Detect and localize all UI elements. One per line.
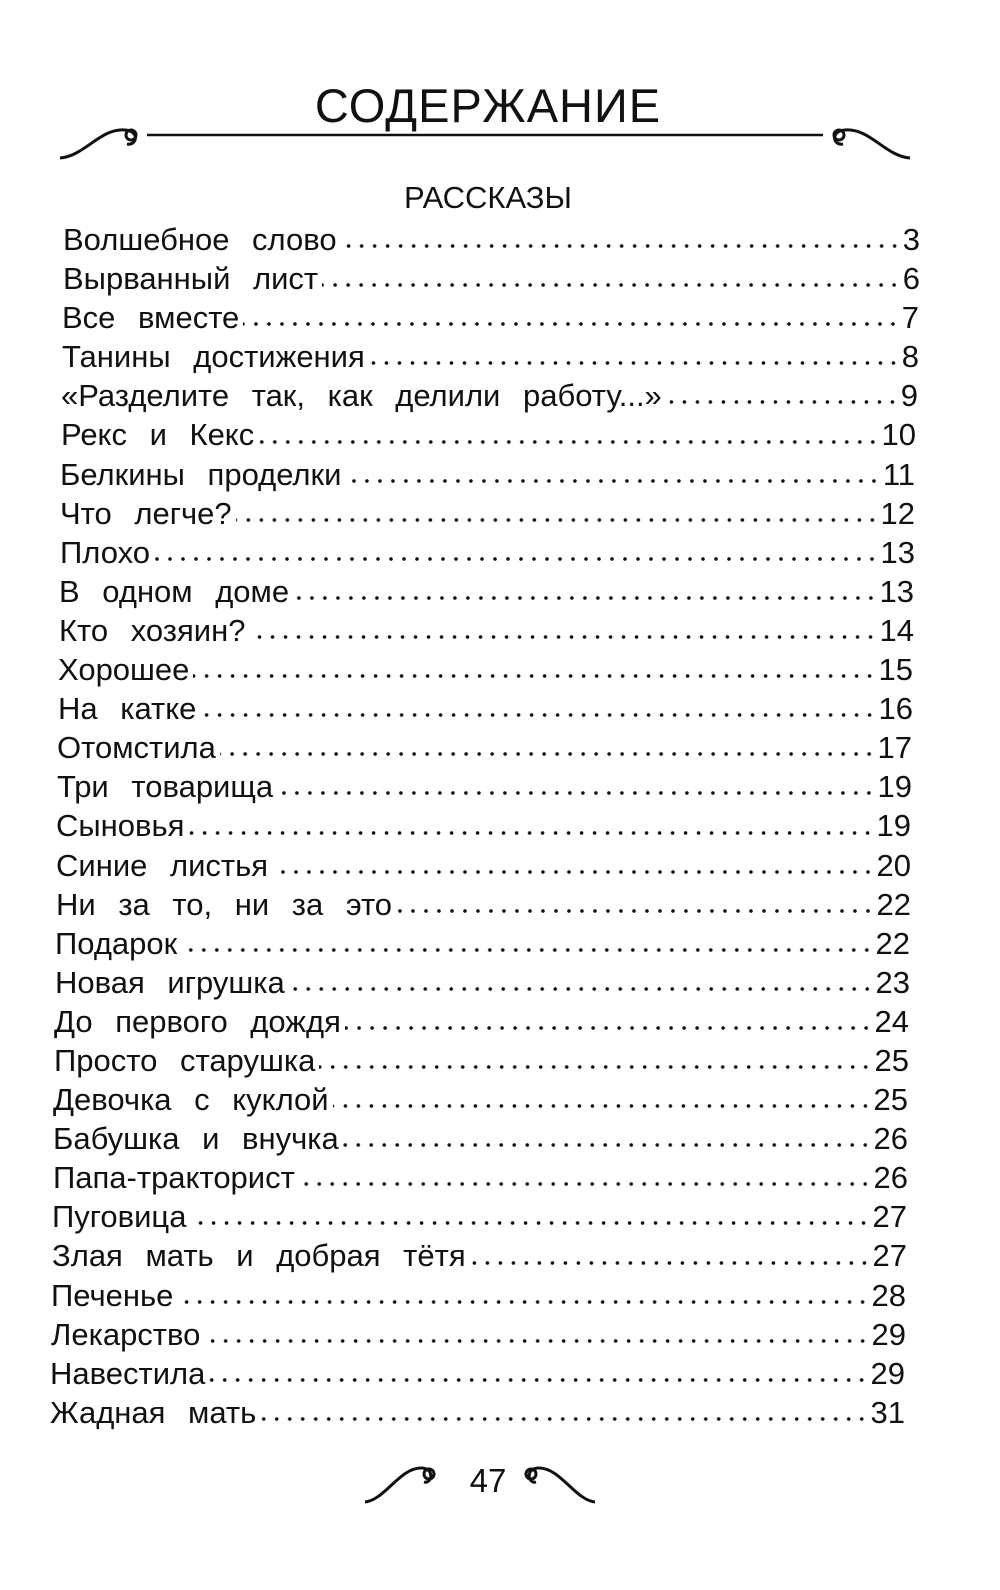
entry-title: Танины достижения [62,339,365,375]
entry-title: Рекс и Кекс [61,417,255,453]
dot-leader [343,1142,872,1148]
entry-title: На катке [58,691,197,727]
entry-title: Лекарство [51,1316,201,1352]
toc-entry [57,767,912,806]
entry-title: Белкины проделки [60,456,342,492]
dot-leader [272,869,874,875]
entry-title: Жадная мать [50,1394,257,1430]
dot-leader [243,321,899,327]
entry-title: До первого дождя [54,1003,341,1039]
entry-title: Волшебное слово [63,222,337,257]
toc-entry [56,885,911,924]
toc-entry [53,1119,908,1158]
entry-page: 13 [879,573,914,609]
entry-title: Печенье [51,1277,174,1313]
entry-title: Плохо [60,534,151,570]
dot-leader [470,1260,871,1266]
entry-page: 12 [880,495,915,531]
dot-leader [299,1181,872,1187]
toc-entry [58,650,913,689]
entry-title: Просто старушка [54,1042,316,1078]
toc-entry [54,1002,909,1041]
toc-entry [51,1315,906,1354]
entry-title: Три товарища [57,769,274,805]
entry-page: 25 [874,1042,909,1078]
dot-leader [258,439,879,445]
dot-leader [666,399,899,405]
entry-title: Все вместе [62,300,240,336]
toc-entry [55,963,910,1002]
dot-leader [396,908,874,914]
table-of-contents [50,220,920,1432]
entry-page: 31 [870,1394,905,1430]
toc-entry [56,846,911,885]
entry-page: 11 [882,456,915,492]
toc-entry [60,455,915,494]
entry-title: Подарок [55,925,178,961]
entry-page: 24 [874,1003,909,1039]
entry-title: Что легче? [60,495,232,531]
entry-title: Кто хозяин? [59,612,246,648]
toc-entry [63,259,920,298]
toc-entry [62,298,919,337]
section-heading: РАССКАЗЫ [404,180,572,215]
toc-entry [59,611,914,650]
entry-title: Отомстила [57,730,216,766]
entry-title: Злая мать и добрая тётя [52,1238,466,1274]
entry-page: 26 [873,1121,908,1157]
toc-entry [55,924,910,963]
dot-leader [204,1338,869,1344]
toc-entry [53,1158,908,1197]
entry-page: 14 [879,612,914,648]
toc-entry [61,376,918,415]
entry-title: Девочка с куклой [53,1082,329,1118]
entry-title: Папа-тракторист [53,1160,295,1196]
dot-leader [209,1377,868,1383]
toc-entry [59,572,914,611]
toc-entry [58,689,913,728]
toc-entry [53,1080,908,1119]
entry-page: 27 [872,1199,907,1235]
dot-leader [345,478,880,484]
toc-entry [57,728,912,767]
entry-title: Пуговица [52,1199,187,1235]
entry-page: 22 [875,925,910,961]
entry-title: Сыновья [56,808,185,844]
entry-page: 13 [880,534,915,570]
entry-title: «Разделите так, как делили работу...» [61,378,662,414]
toc-entry [54,1041,909,1080]
dot-leader [319,1064,872,1070]
entry-page: 23 [875,964,910,1000]
dot-leader [322,282,901,288]
toc-entry [50,1393,905,1432]
page-title: СОДЕРЖАНИЕ [314,79,662,132]
entry-page: 29 [871,1316,906,1352]
entry-page: 17 [877,730,912,766]
entry-title: Синие листья [56,847,269,883]
dot-leader [181,947,873,953]
toc-entry [52,1197,907,1236]
entry-page: 15 [878,652,913,688]
dot-leader [154,556,879,562]
toc-entry [60,494,915,533]
entry-title: Ни за то, ни за это [56,886,393,922]
entry-page: 19 [877,769,912,805]
entry-page: 20 [876,847,911,883]
entry-page: 27 [872,1238,907,1274]
toc-entry [52,1236,907,1275]
page-number: 47 [469,1462,507,1499]
entry-page: 16 [878,691,913,727]
dot-leader [220,751,876,757]
entry-page: 26 [873,1160,908,1196]
dot-leader [190,1220,870,1226]
entry-page: 25 [873,1082,908,1118]
entry-page: 8 [901,339,919,375]
entry-title: Хорошее [58,652,190,688]
toc-entry [51,1276,906,1315]
dot-leader [293,595,877,601]
dot-leader [345,1025,873,1031]
entry-title: Вырванный лист [63,261,319,297]
entry-page: 6 [902,261,920,297]
toc-entry [56,806,911,845]
dot-leader [236,517,879,523]
dot-leader [177,1299,869,1305]
toc-entry [62,337,919,376]
entry-page: 29 [870,1355,905,1391]
dot-leader [249,634,877,640]
entry-title: Навестила [50,1355,206,1391]
dot-leader [193,673,876,679]
dot-leader [200,712,876,718]
dot-leader [369,360,900,366]
dot-leader [289,986,874,992]
entry-page: 9 [900,378,918,414]
entry-page: 7 [901,300,919,336]
toc-entry [61,415,916,454]
entry-title: В одном доме [59,573,290,609]
ornamental-rule-icon [55,118,915,168]
toc-entry [63,220,920,259]
dot-leader [341,243,901,249]
entry-title: Бабушка и внучка [53,1121,339,1157]
entry-page: 19 [876,808,911,844]
toc-entry [50,1354,905,1393]
dot-leader [188,830,874,836]
dot-leader [260,1416,868,1422]
dot-leader [333,1103,872,1109]
entry-page: 10 [881,417,916,453]
entry-page: 22 [876,886,911,922]
entry-page: 28 [871,1277,906,1313]
entry-page: 3 [902,222,920,257]
entry-title: Новая игрушка [55,964,285,1000]
toc-entry [60,533,915,572]
dot-leader [277,790,875,796]
